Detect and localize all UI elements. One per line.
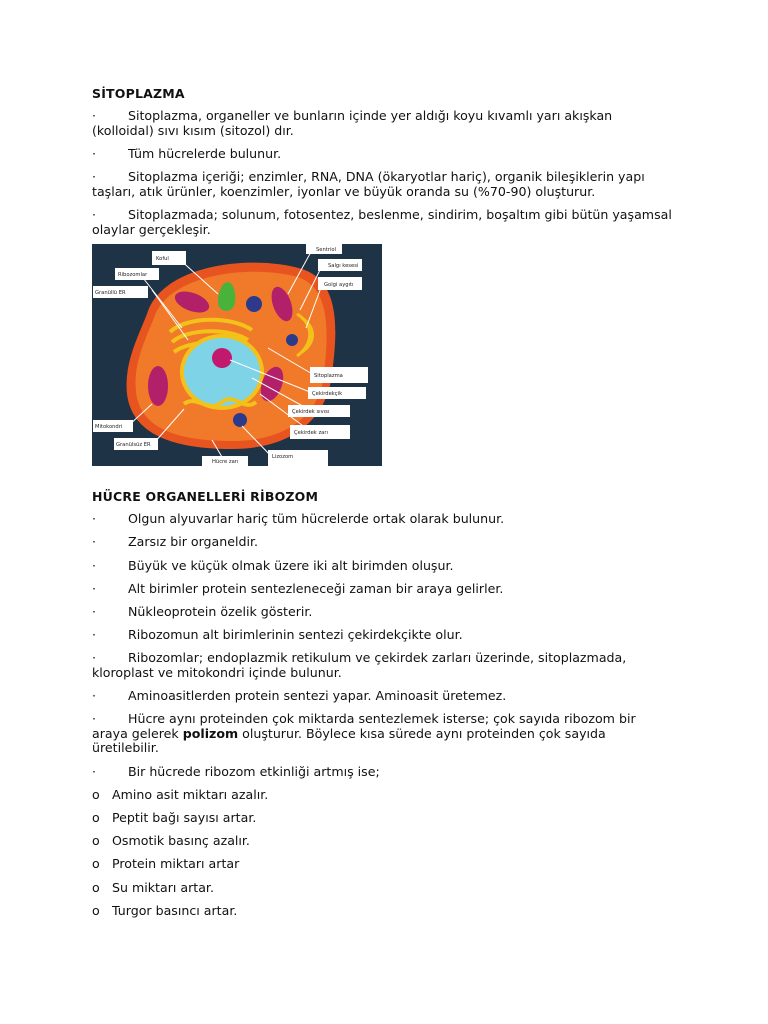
list-item-polizom [92,712,672,756]
list-item [92,605,672,620]
sub-list-item-text: Peptit bağı sayısı artar. [112,810,257,825]
list-item [92,628,672,643]
label-koful: Koful [156,256,169,262]
bullet-symbol: · [92,604,97,619]
sub-list-item [92,834,250,849]
bullet-symbol: · [92,650,97,665]
sub-bullet: o [92,880,100,895]
list-item [92,689,672,704]
list-item [92,559,672,574]
section-title-sitoplazma: SİTOPLAZMA [92,86,185,101]
sub-list-item-text: Turgor basıncı artar. [112,903,238,918]
list-item-text: Zarsız bir organeldir. [128,534,258,549]
sub-list-item [92,811,256,826]
mitochondrion [148,366,168,406]
cell-diagram [92,244,382,466]
list-item-text: Ribozomlar; endoplazmik retikulum ve çekirdek zarları üzerinde, sitoplazmada, kloroplast ve mitokondri içinde bulunur. [92,650,627,680]
label-sitoplazma: Sitoplazma [314,373,343,379]
section-title-ribozom: HÜCRE ORGANELLERİ RİBOZOM [92,489,319,504]
bullet-symbol: · [92,534,97,549]
lysosome [286,334,298,346]
bullet-symbol: · [92,711,97,726]
sub-bullet: o [92,810,100,825]
bullet-symbol: · [92,511,97,526]
bullet-symbol: · [92,627,97,642]
list-item-text: Ribozomun alt birimlerinin sentezi çekirdekçikte olur. [128,627,463,642]
sub-bullet: o [92,833,100,848]
sub-list-item-text: Su miktarı artar. [112,880,214,895]
list-item-text: Olgun alyuvarlar hariç tüm hücrelerde ortak olarak bulunur. [128,511,505,526]
label-cekirdek-sivisi: Çekirdek sıvısı [292,409,330,415]
bullet-symbol: · [92,764,97,779]
list-item-text: Sitoplazma içeriği; enzimler, RNA, DNA (ökaryotlar hariç), organik bileşiklerin yapı taşları, atık ürünler, koenzimler, iyonlar ve büyük oranda su (%70-90) oluşturur. [92,169,645,199]
bullet-symbol: · [92,207,97,222]
list-item-text: Sitoplazma, organeller ve bunların içinde yer aldığı koyu kıvamlı yarı akışkan (kolloidal) sıvı kısım (sitozol) dır. [92,108,613,138]
list-item [92,651,672,680]
bullet-symbol: · [92,146,97,161]
label-lizozom: Lizozom [272,454,294,460]
sub-list-item-text: Osmotik basınç azalır. [112,833,250,848]
polizom-text-before: Hücre aynı proteinden çok miktarda sentezlemek isterse; çok sayıda ribozom bir araya gelerek [92,711,636,741]
list-item [92,535,672,550]
list-item-text: Bir hücrede ribozom etkinliği artmış ise; [128,764,380,779]
sub-list-item [92,788,268,803]
sub-list-item-text: Amino asit miktarı azalır. [112,787,269,802]
sub-bullet: o [92,903,100,918]
polizom-text-after: oluşturur. Böylece kısa sürede aynı proteinden çok sayıda üretilebilir. [92,725,606,755]
label-granulsuz-er: Granülsüz ER [116,442,151,448]
label-sentriol: Sentriol [316,247,336,253]
label-mitokondri: Mitokondri [95,424,123,430]
list-item [92,582,672,597]
label-granullu-er: Granüllü ER [95,290,126,296]
label-cekirdekcik: Çekirdekçik [312,391,343,397]
list-item [92,765,672,780]
sub-list-item [92,904,237,919]
label-golgi: Golgi aygıtı [324,282,354,288]
lysosome [246,296,262,312]
list-item [92,147,672,162]
label-salgi-kesesi: Salgı kesesi [328,263,359,269]
list-item-text: Alt birimler protein sentezleneceği zaman bir araya gelirler. [128,581,504,596]
sub-bullet: o [92,787,100,802]
label-ribozomlar: Ribozomlar [118,272,148,278]
polizom-term: polizom [182,725,239,741]
sub-bullet: o [92,856,100,871]
sub-list-item [92,881,214,896]
list-item-text: Nükleoprotein özelik gösterir. [128,604,313,619]
list-item-text: Tüm hücrelerde bulunur. [128,146,282,161]
list-item-text: Sitoplazmada; solunum, fotosentez, beslenme, sindirim, boşaltım gibi bütün yaşamsal olaylar gerçekleşir. [92,207,672,237]
sub-list-item [92,857,239,872]
list-item [92,512,672,527]
bullet-symbol: · [92,108,97,123]
bullet-symbol: · [92,169,97,184]
list-item [92,109,672,138]
bullet-symbol: · [92,581,97,596]
bullet-symbol: · [92,688,97,703]
lysosome [233,413,247,427]
nucleolus [212,348,232,368]
label-hucre-zari: Hücre zarı [212,459,239,465]
bullet-symbol: · [92,558,97,573]
label-cekirdek-zari: Çekirdek zarı [294,430,328,436]
list-item-text: Aminoasitlerden protein sentezi yapar. Aminoasit üretemez. [128,688,507,703]
list-item [92,170,672,199]
list-item-text: Büyük ve küçük olmak üzere iki alt birimden oluşur. [128,558,454,573]
list-item [92,208,672,237]
sub-list-item-text: Protein miktarı artar [112,856,240,871]
